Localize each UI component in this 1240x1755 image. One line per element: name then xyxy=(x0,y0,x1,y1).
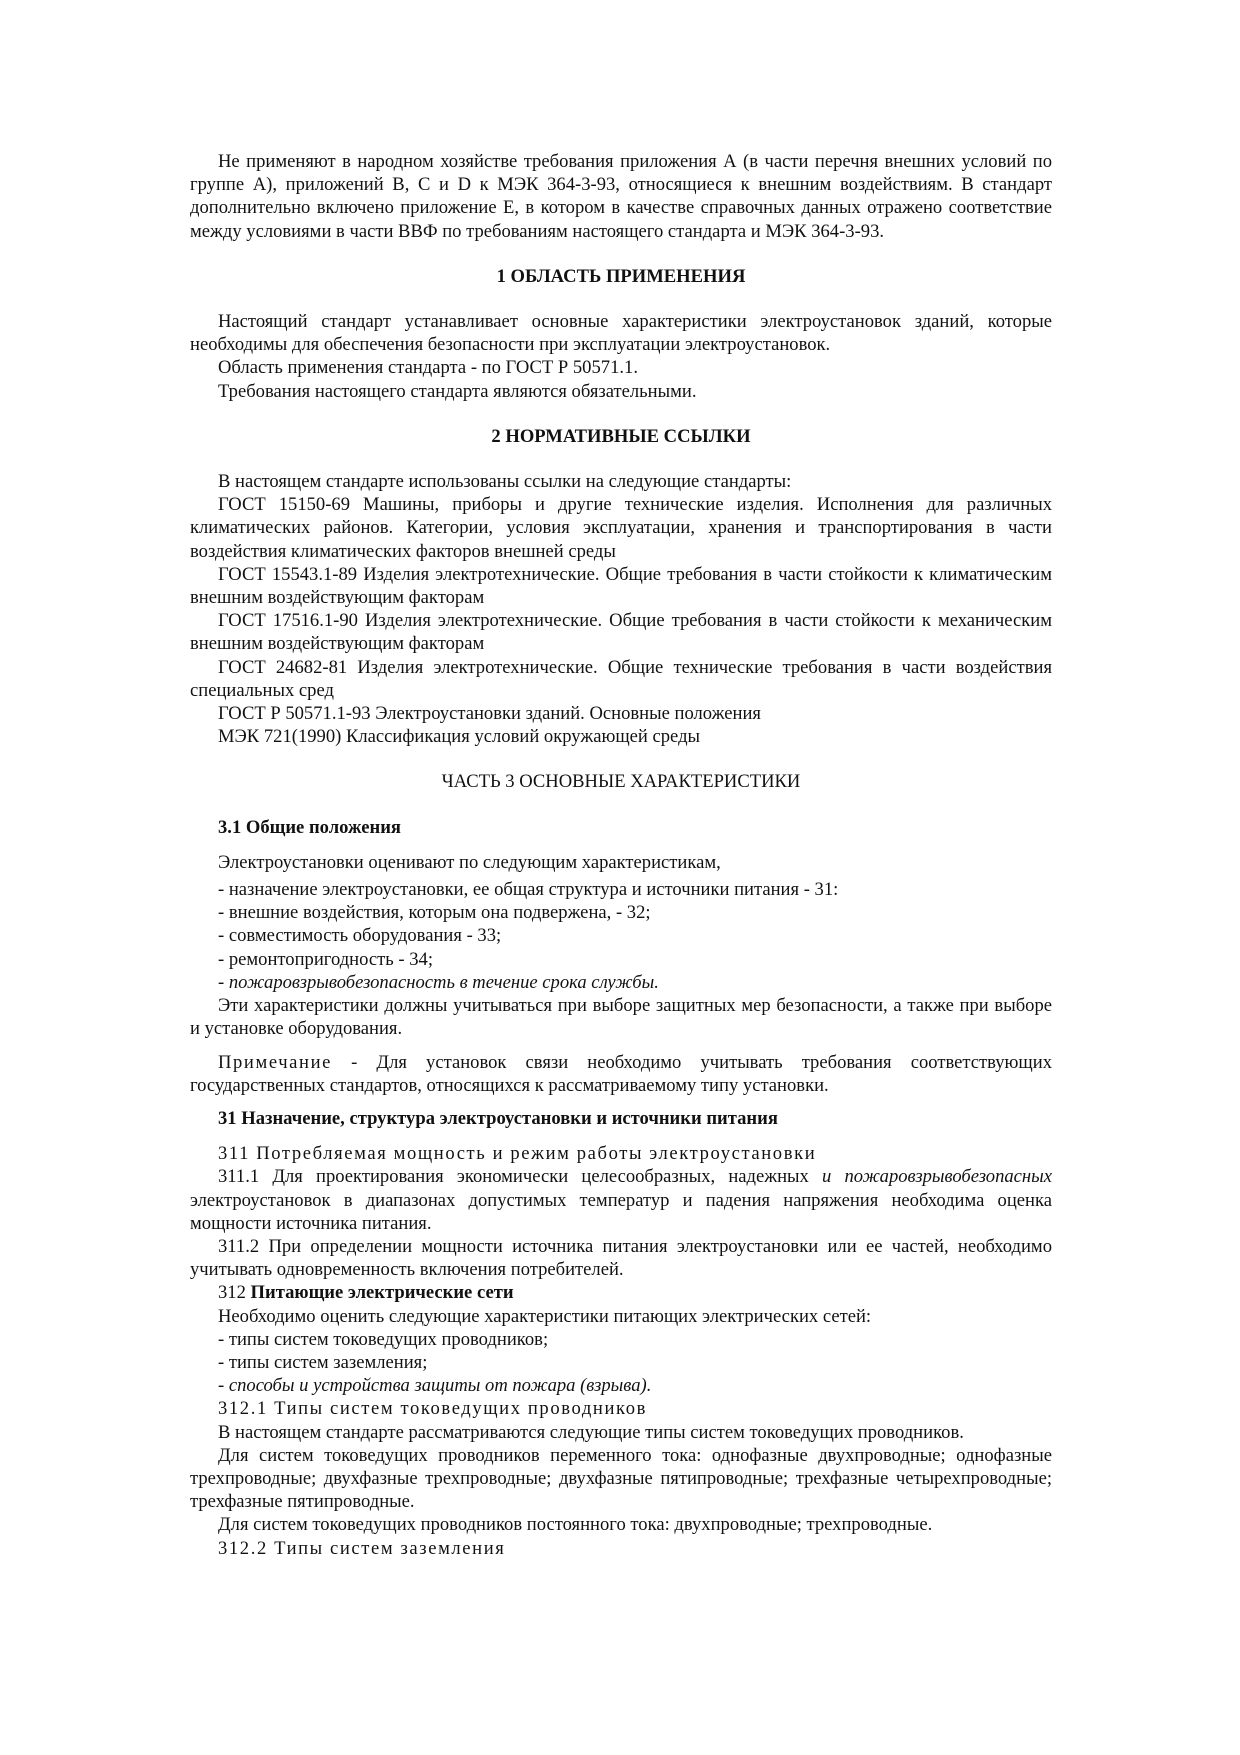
heading-312-title: Питающие электрические сети xyxy=(250,1282,514,1304)
list-item xyxy=(190,1374,1052,1397)
list-item-italic: способы и устройства защиты от пожара (взрыва). xyxy=(228,1375,652,1397)
note-paragraph xyxy=(190,1051,1052,1097)
note-text: - Для установок связи необходимо учитывать требования соответствующих государственных стандартов, относящихся к рассматриваемому типу установки. xyxy=(190,1051,1052,1096)
s1-paragraph-3: Требования настоящего стандарта являются обязательными. xyxy=(218,380,697,402)
paragraph-312-1-a: В настоящем стандарте рассматриваются следующие типы систем токоведущих проводников. xyxy=(218,1421,964,1443)
part-3-heading: ЧАСТЬ 3 ОСНОВНЫЕ ХАРАКТЕРИСТИКИ xyxy=(441,771,801,793)
part3-lead: Электроустановки оценивают по следующим характеристикам, xyxy=(218,851,721,873)
list-item: - назначение электроустановки, ее общая структура и источники питания - 31: xyxy=(218,879,839,901)
subsection-3-1-heading: 3.1 Общие положения xyxy=(218,816,401,838)
paragraph-312-1-c: Для систем токоведущих проводников постоянного тока: двухпроводные; трехпроводные. xyxy=(218,1514,933,1536)
heading-312-1: 312.1 Типы систем токоведущих проводников xyxy=(218,1398,647,1420)
intro-paragraph: Не применяют в народном хозяйстве требования приложения А (в части перечня внешних условий по группе А), приложений В, С и D к МЭК 364-3-93, относящиеся к внешним воздействиям. В стандарт дополнительно включено приложение Е, в котором в качестве справочных данных отражено соответствие между условиями в части ВВФ по требованиям настоящего стандарта и МЭК 364-3-93. xyxy=(190,151,1052,242)
reference-item: ГОСТ 24682-81 Изделия электротехнические. Общие технические требования в части воздействия специальных сред xyxy=(190,656,1052,701)
reference-item: ГОСТ 15150-69 Машины, приборы и другие технические изделия. Исполнения для различных климатических районов. Категории, условия эксплуатации, хранения и транспортирования в части воздействия климатических факторов внешней среды xyxy=(190,494,1052,562)
list-dash: - xyxy=(218,971,229,993)
paragraph-311-1-italic: и пожаровзрывобезопасных xyxy=(822,1166,1052,1188)
document-page xyxy=(190,150,1052,1560)
s1-paragraph-1: Настоящий стандарт устанавливает основные характеристики электроустановок зданий, которые необходимы для обеспечения безопасности при эксплуатации электроустановок. xyxy=(190,311,1052,356)
reference-item: ГОСТ 17516.1-90 Изделия электротехнические. Общие требования в части стойкости к механическим внешним воздействующим факторам xyxy=(190,610,1052,655)
paragraph-311-1 xyxy=(190,1165,1052,1235)
note-label: Примечание xyxy=(218,1051,332,1073)
paragraph-312-lead: Необходимо оценить следующие характеристики питающих электрических сетей: xyxy=(218,1305,872,1327)
list-dash: - xyxy=(218,1375,229,1397)
section-31-heading: 31 Назначение, структура электроустановки и источники питания xyxy=(218,1107,778,1129)
reference-item: ГОСТ Р 50571.1-93 Электроустановки зданий. Основные положения xyxy=(218,703,761,725)
s2-lead: В настоящем стандарте использованы ссылки на следующие стандарты: xyxy=(218,471,792,493)
list-item: - внешние воздействия, которым она подвержена, - 32; xyxy=(218,902,651,924)
list-item-italic: пожаровзрывобезопасность в течение срока службы. xyxy=(228,971,659,993)
heading-312 xyxy=(190,1281,1052,1304)
heading-312-2: 312.2 Типы систем заземления xyxy=(218,1537,506,1559)
section-2-heading: 2 НОРМАТИВНЫЕ ССЫЛКИ xyxy=(491,425,751,447)
list-item: - совместимость оборудования - 33; xyxy=(218,925,502,947)
paragraph-311-2: 311.2 При определении мощности источника питания электроустановки или ее частей, необходимо учитывать одновременность включения потребителей. xyxy=(190,1235,1052,1281)
paragraph-311-1-part-a: 311.1 Для проектирования экономически целесообразных, надежных xyxy=(218,1166,823,1188)
part3-after-paragraph: Эти характеристики должны учитываться при выборе защитных мер безопасности, а также при выборе и установке оборудования. xyxy=(190,995,1052,1040)
s1-paragraph-2: Область применения стандарта - по ГОСТ Р 50571.1. xyxy=(218,357,638,379)
paragraph-311-1-part-b: электроустановок в диапазонах допустимых температур и падения напряжения необходима оценка мощности источника питания. xyxy=(190,1189,1052,1234)
paragraph-312-1-b: Для систем токоведущих проводников переменного тока: однофазные двухпроводные; однофазные трехпроводные; двухфазные трехпроводные; двухфазные пятипроводные; трехфазные четырехпроводные; трехфазные пятипроводные. xyxy=(190,1444,1052,1513)
list-item xyxy=(190,971,1052,994)
list-item: - ремонтопригодность - 34; xyxy=(218,948,433,970)
heading-311: 311 Потребляемая мощность и режим работы электроустановки xyxy=(218,1143,817,1165)
list-item: - типы систем заземления; xyxy=(218,1351,428,1373)
heading-312-number: 312 xyxy=(218,1282,251,1304)
reference-item: МЭК 721(1990) Классификация условий окружающей среды xyxy=(218,726,701,748)
section-1-heading: 1 ОБЛАСТЬ ПРИМЕНЕНИЯ xyxy=(496,265,746,287)
list-item: - типы систем токоведущих проводников; xyxy=(218,1328,549,1350)
reference-item: ГОСТ 15543.1-89 Изделия электротехнические. Общие требования в части стойкости к климатическим внешним воздействующим факторам xyxy=(190,563,1052,609)
